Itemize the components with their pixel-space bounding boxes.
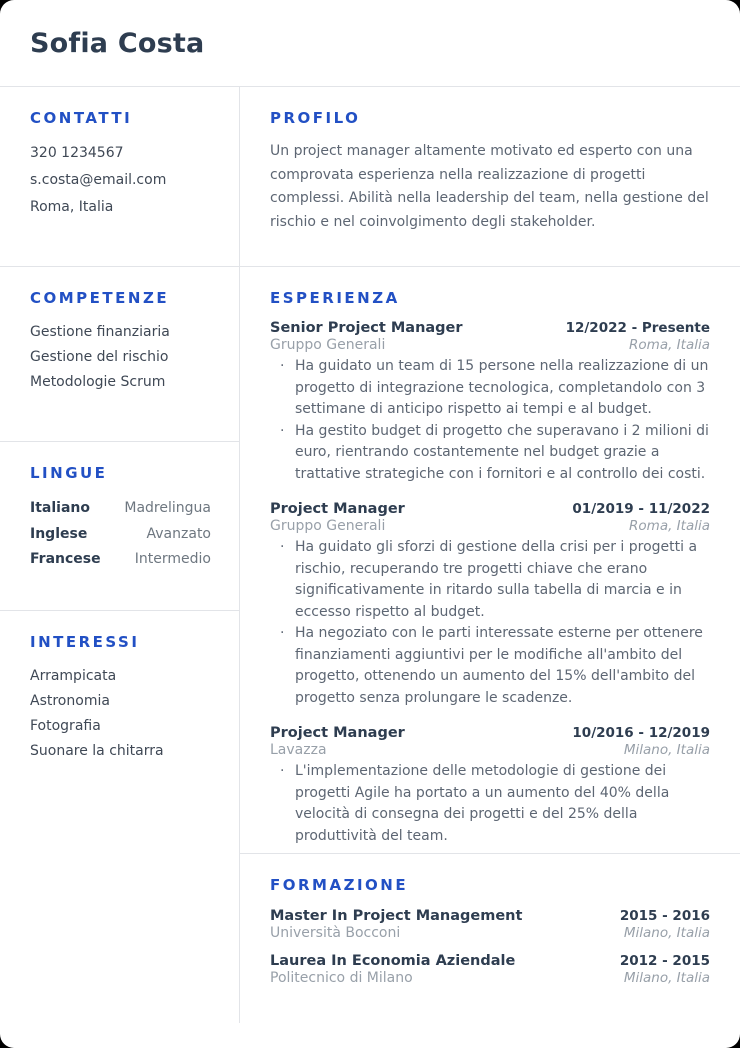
job-company: Gruppo Generali bbox=[270, 518, 386, 534]
contact-list bbox=[30, 140, 211, 221]
job-dates: 10/2016 - 12/2019 bbox=[572, 725, 710, 741]
section-title-competenze: COMPETENZE bbox=[30, 289, 170, 307]
language-level: Madrelingua bbox=[124, 500, 211, 516]
job-title: Senior Project Manager bbox=[270, 320, 463, 336]
language-name: Inglese bbox=[30, 525, 88, 542]
language-row bbox=[30, 547, 211, 573]
job-bullets bbox=[270, 537, 710, 709]
job-bullet: · Ha guidato un team di 15 persone nella realizzazione di un progetto di integrazione tecnologica, completandolo con 3 settimane di anticipo rispetto ai tempi e al budget. bbox=[270, 356, 710, 421]
section-title-formazione: FORMAZIONE bbox=[270, 876, 409, 894]
section-interessi bbox=[0, 610, 239, 1023]
education-degree: Master In Project Management bbox=[270, 908, 523, 924]
contact-location: Roma, Italia bbox=[30, 199, 114, 215]
section-title-lingue: LINGUE bbox=[30, 464, 108, 482]
language-list bbox=[30, 496, 211, 573]
profile-summary: Un project manager altamente motivato ed esperto con una comprovata esperienza nella realizzazione di progetti complessi. Abilità nella leadership del team, nella gestione del rischio e nel coinvolgimento degli stakeholder. bbox=[270, 143, 709, 230]
education-school: Politecnico di Milano bbox=[270, 970, 413, 986]
section-title-profilo: PROFILO bbox=[270, 109, 361, 127]
job-bullet: · Ha gestito budget di progetto che superavano i 2 milioni di euro, rientrando costantemente nel budget grazie a trattative strategiche con i fornitori e al controllo dei costi. bbox=[270, 421, 710, 486]
job-entry bbox=[270, 725, 710, 847]
education-entry bbox=[270, 953, 710, 986]
job-company: Gruppo Generali bbox=[270, 337, 386, 353]
skill-item: Gestione del rischio bbox=[30, 349, 169, 365]
section-formazione bbox=[240, 853, 740, 1023]
job-bullet: · Ha negoziato con le parti interessate esterne per ottenere finanziamenti aggiuntivi per le modifiche all'ambito del progetto, ottenendo un aumento del 15% dell'ambito del progetto senza prolungare le scadenze. bbox=[270, 623, 710, 709]
section-profilo bbox=[240, 87, 740, 266]
language-level: Intermedio bbox=[134, 551, 211, 567]
education-school: Università Bocconi bbox=[270, 925, 401, 941]
interest-item: Astronomia bbox=[30, 693, 110, 709]
skill-list bbox=[30, 320, 211, 395]
job-dates: 01/2019 - 11/2022 bbox=[572, 501, 710, 517]
interest-list bbox=[30, 664, 211, 764]
education-dates: 2012 - 2015 bbox=[619, 953, 710, 969]
job-entry bbox=[270, 320, 710, 485]
job-bullets bbox=[270, 761, 710, 847]
language-row bbox=[30, 522, 211, 548]
skill-item: Gestione finanziaria bbox=[30, 324, 170, 340]
language-name: Italiano bbox=[30, 500, 90, 516]
resume-body bbox=[0, 87, 740, 1023]
education-location: Milano, Italia bbox=[623, 970, 710, 986]
job-location: Roma, Italia bbox=[629, 518, 710, 534]
sidebar bbox=[0, 87, 240, 1023]
job-title: Project Manager bbox=[270, 725, 405, 741]
job-company: Lavazza bbox=[270, 742, 327, 758]
interest-item: Fotografia bbox=[30, 718, 101, 734]
section-title-contatti: CONTATTI bbox=[30, 109, 133, 127]
education-location: Milano, Italia bbox=[623, 925, 710, 941]
section-contatti bbox=[0, 87, 239, 266]
section-esperienza bbox=[240, 266, 740, 853]
main-column bbox=[240, 87, 740, 1023]
person-name: Sofia Costa bbox=[30, 27, 205, 59]
education-entry bbox=[270, 908, 710, 941]
section-title-esperienza: ESPERIENZA bbox=[270, 289, 400, 307]
language-level: Avanzato bbox=[146, 525, 211, 542]
job-bullet: · L'implementazione delle metodologie di gestione dei progetti Agile ha portato a un aumento del 40% della velocità di consegna dei progetti e del 25% della produttività del team. bbox=[270, 761, 710, 847]
job-entry bbox=[270, 501, 710, 709]
interest-item: Suonare la chitarra bbox=[30, 743, 164, 759]
language-name: Francese bbox=[30, 551, 101, 567]
education-degree: Laurea In Economia Aziendale bbox=[270, 953, 516, 969]
job-location: Milano, Italia bbox=[623, 742, 710, 758]
resume-header bbox=[0, 0, 740, 87]
education-dates: 2015 - 2016 bbox=[619, 908, 710, 924]
skill-item: Metodologie Scrum bbox=[30, 374, 166, 390]
section-title-interessi: INTERESSI bbox=[30, 633, 140, 651]
language-row bbox=[30, 496, 211, 522]
job-location: Roma, Italia bbox=[629, 337, 710, 353]
contact-email: s.costa@email.com bbox=[30, 172, 167, 188]
job-bullets bbox=[270, 356, 710, 485]
section-competenze bbox=[0, 266, 239, 441]
job-dates: 12/2022 - Presente bbox=[565, 320, 710, 336]
section-lingue bbox=[0, 441, 239, 610]
interest-item: Arrampicata bbox=[30, 668, 117, 684]
job-title: Project Manager bbox=[270, 501, 405, 517]
contact-phone: 320 1234567 bbox=[30, 145, 124, 161]
job-bullet: · Ha guidato gli sforzi di gestione della crisi per i progetti a rischio, recuperando tre progetti chiave che erano significativamente in ritardo sulla tabella di marcia e in eccesso rispetto al budget. bbox=[270, 537, 710, 623]
